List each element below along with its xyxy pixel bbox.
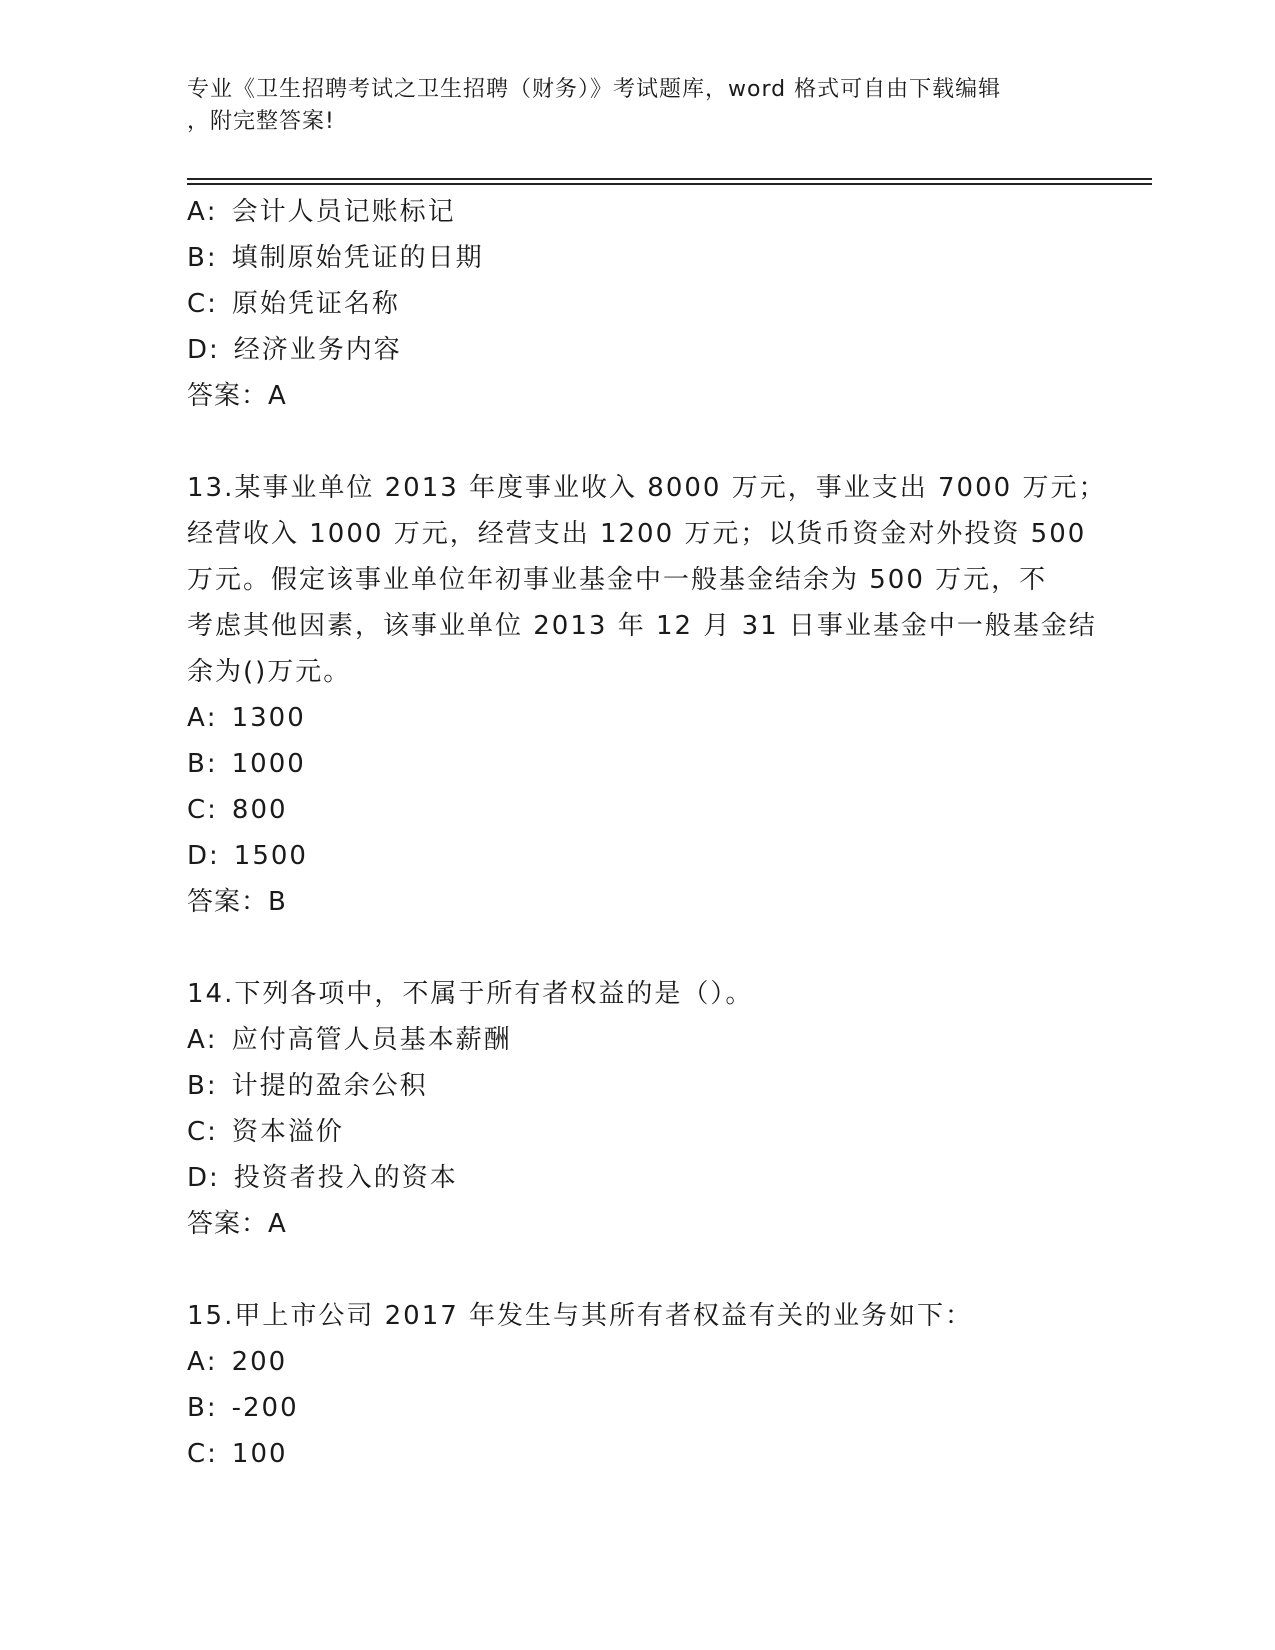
option-separator: :: [207, 1439, 218, 1469]
stem-line: 经营收入 1000 万元，经营支出 1200 万元；以货币资金对外投资 500: [187, 519, 1087, 549]
stem-line: 15.甲上市公司 2017 年发生与其所有者权益有关的业务如下：: [187, 1301, 974, 1331]
option-letter: C: [187, 1439, 208, 1469]
option-letter: C: [187, 1117, 208, 1147]
option-text: 800: [231, 795, 288, 825]
option-separator: :: [206, 1025, 218, 1055]
option-text: 1500: [233, 841, 308, 871]
answer-line: [187, 373, 1087, 419]
option-c: [187, 1431, 1087, 1477]
option-separator: :: [209, 1163, 220, 1193]
question-15: [187, 1293, 1087, 1477]
answer-value: A: [268, 381, 288, 411]
stem-line: 考虑其他因素，该事业单位 2013 年 12 月 31 日事业基金中一般基金结: [187, 611, 1097, 641]
option-a: [187, 1017, 1087, 1063]
option-letter: B: [187, 1071, 207, 1101]
option-text: 计提的盈余公积: [231, 1071, 428, 1101]
option-b: [187, 235, 1087, 281]
question-partial: [187, 189, 1087, 419]
option-separator: :: [206, 703, 218, 733]
option-text: 100: [231, 1439, 288, 1469]
question-14: [187, 971, 1087, 1247]
option-a: [187, 1339, 1087, 1385]
header-divider-top: [187, 178, 1152, 180]
option-separator: :: [206, 1071, 218, 1101]
option-c: [187, 281, 1087, 327]
option-a: [187, 189, 1087, 235]
answer-value: B: [268, 887, 288, 917]
question-list: [187, 189, 1107, 1477]
option-separator: :: [207, 289, 218, 319]
answer-line: [187, 1201, 1087, 1247]
option-letter: A: [187, 1347, 207, 1377]
option-separator: :: [206, 197, 218, 227]
stem-line: 万元。假定该事业单位年初事业基金中一般基金结余为 500 万元，不: [187, 565, 1048, 595]
option-a: [187, 695, 1087, 741]
option-text: 1000: [231, 749, 306, 779]
option-text: 1300: [231, 703, 306, 733]
option-letter: A: [187, 1025, 207, 1055]
option-separator: :: [209, 841, 220, 871]
option-text: 应付高管人员基本薪酬: [231, 1025, 512, 1055]
option-text: 经济业务内容: [233, 335, 402, 365]
option-separator: :: [206, 1347, 218, 1377]
question-stem: [187, 1293, 1087, 1339]
option-b: [187, 1385, 1087, 1431]
answer-line: [187, 879, 1087, 925]
option-separator: :: [207, 795, 218, 825]
option-separator: :: [206, 1393, 218, 1423]
spacer: [187, 419, 1087, 465]
option-letter: D: [187, 1163, 210, 1193]
option-letter: B: [187, 749, 207, 779]
option-text: -200: [231, 1393, 299, 1423]
option-text: 资本溢价: [231, 1117, 344, 1147]
answer-value: A: [268, 1209, 288, 1239]
question-13: [187, 465, 1107, 925]
option-separator: :: [207, 1117, 218, 1147]
option-letter: C: [187, 795, 208, 825]
option-separator: :: [206, 749, 218, 779]
question-stem: [187, 465, 1107, 695]
option-d: [187, 327, 1087, 373]
option-text: 原始凭证名称: [231, 289, 400, 319]
spacer: [187, 925, 1087, 971]
option-d: [187, 1155, 1087, 1201]
stem-line: 余为()万元。: [187, 657, 352, 687]
stem-line: 13.某事业单位 2013 年度事业收入 8000 万元，事业支出 7000 万元；: [187, 473, 1107, 503]
header-line-1: 专业《卫生招聘考试之卫生招聘（财务）》考试题库，word 格式可自由下载编辑: [187, 77, 1002, 102]
option-c: [187, 1109, 1087, 1155]
option-letter: A: [187, 703, 207, 733]
spacer: [187, 1247, 1087, 1293]
answer-label: 答案：: [187, 887, 269, 917]
option-separator: :: [206, 243, 218, 273]
stem-line: 14.下列各项中，不属于所有者权益的是（）。: [187, 979, 754, 1009]
option-letter: C: [187, 289, 208, 319]
document-header: [187, 74, 1087, 138]
option-letter: B: [187, 1393, 207, 1423]
option-text: 会计人员记账标记: [231, 197, 456, 227]
option-letter: B: [187, 243, 207, 273]
option-text: 200: [231, 1347, 288, 1377]
option-d: [187, 833, 1087, 879]
option-letter: D: [187, 841, 210, 871]
header-line-2: ，附完整答案!: [187, 109, 335, 134]
option-text: 投资者投入的资本: [233, 1163, 458, 1193]
answer-label: 答案：: [187, 381, 269, 411]
option-text: 填制原始凭证的日期: [231, 243, 484, 273]
option-separator: :: [209, 335, 220, 365]
option-letter: D: [187, 335, 210, 365]
question-stem: [187, 971, 1087, 1017]
option-b: [187, 1063, 1087, 1109]
option-b: [187, 741, 1087, 787]
option-letter: A: [187, 197, 207, 227]
header-divider-bottom: [187, 183, 1152, 185]
option-c: [187, 787, 1087, 833]
answer-label: 答案：: [187, 1209, 269, 1239]
